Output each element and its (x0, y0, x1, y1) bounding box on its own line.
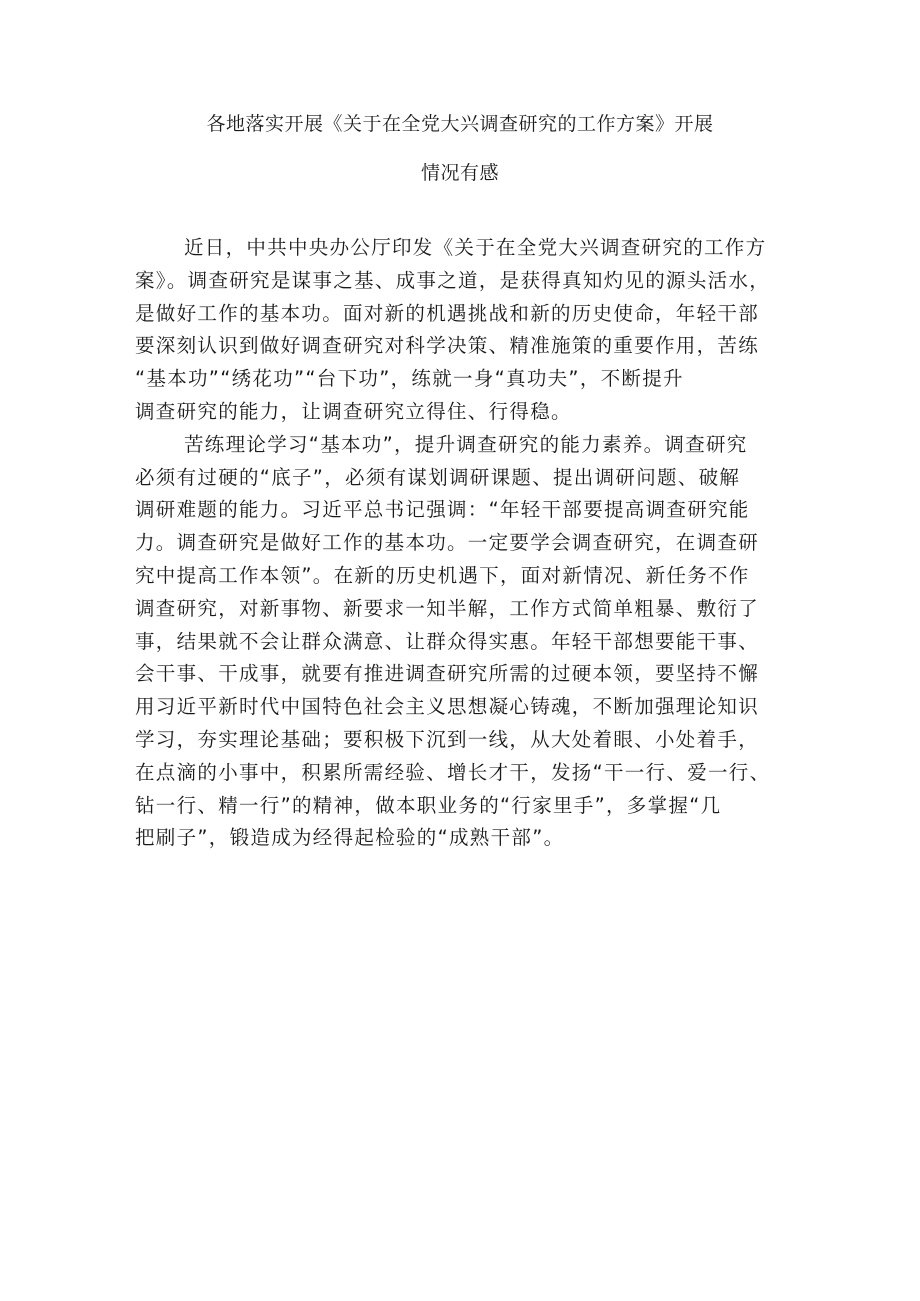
document-title (0, 112, 920, 185)
text-line: 把刷子”，锻造成为经得起检验的“成熟干部”。 (135, 826, 565, 850)
text-line: 是做好工作的基本功。面对新的机遇挑战和新的历史使命，年轻干部 (135, 301, 760, 325)
paragraph-2 (135, 429, 800, 855)
text-line: 必须有过硬的“底子”，必须有谋划调研课题、提出调研问题、破解 (135, 465, 741, 489)
text-line: 调研难题的能力。习近平总书记强调：“年轻干部要提高调查研究能 (135, 498, 750, 522)
text-line: 苦练理论学习“基本功”，提升调查研究的能力素养。调查研究 (184, 432, 748, 456)
document-body (135, 232, 800, 855)
text-line: 调查研究的能力，让调查研究立得住、行得稳。 (135, 399, 572, 423)
text-line: 钻一行、精一行”的精神，做本职业务的“行家里手”，多掌握“几 (135, 793, 722, 817)
text-line: 学习，夯实理论基础；要积极下沉到一线，从大处着眼、小处着手， (135, 727, 760, 751)
text-line: 在点滴的小事中，积累所需经验、增长才干，发扬“干一行、爱一行、 (135, 760, 771, 784)
text-line: 究中提高工作本领”。在新的历史机遇下，面对新情况、新任务不作 (135, 563, 750, 587)
title-line-2: 情况有感 (420, 162, 499, 184)
text-line: 事，结果就不会让群众满意、让群众得实惠。年轻干部想要能干事、 (135, 629, 760, 653)
text-line: 要深刻认识到做好调查研究对科学决策、精准施策的重要作用，苦练 (135, 334, 760, 358)
text-line: 案》。调查研究是谋事之基、成事之道，是获得真知灼见的源头活水， (135, 268, 771, 292)
text-line: 调查研究，对新事物、新要求一知半解，工作方式简单粗暴、敷衍了 (135, 596, 760, 620)
title-line-1: 各地落实开展《关于在全党大兴调查研究的工作方案》开展 (206, 113, 714, 135)
text-line: 用习近平新时代中国特色社会主义思想凝心铸魂，不断加强理论知识 (135, 695, 760, 719)
text-line: 力。调查研究是做好工作的基本功。一定要学会调查研究，在调查研 (135, 531, 760, 555)
text-line: 近日，中共中央办公厅印发《关于在全党大兴调查研究的工作方 (184, 236, 767, 259)
paragraph-1 (135, 232, 800, 429)
text-line: 会干事、干成事，就要有推进调查研究所需的过硬本领，要坚持不懈 (135, 662, 760, 686)
text-line: “基本功”“绣花功”“台下功”，练就一身“真功夫”，不断提升 (135, 367, 684, 391)
